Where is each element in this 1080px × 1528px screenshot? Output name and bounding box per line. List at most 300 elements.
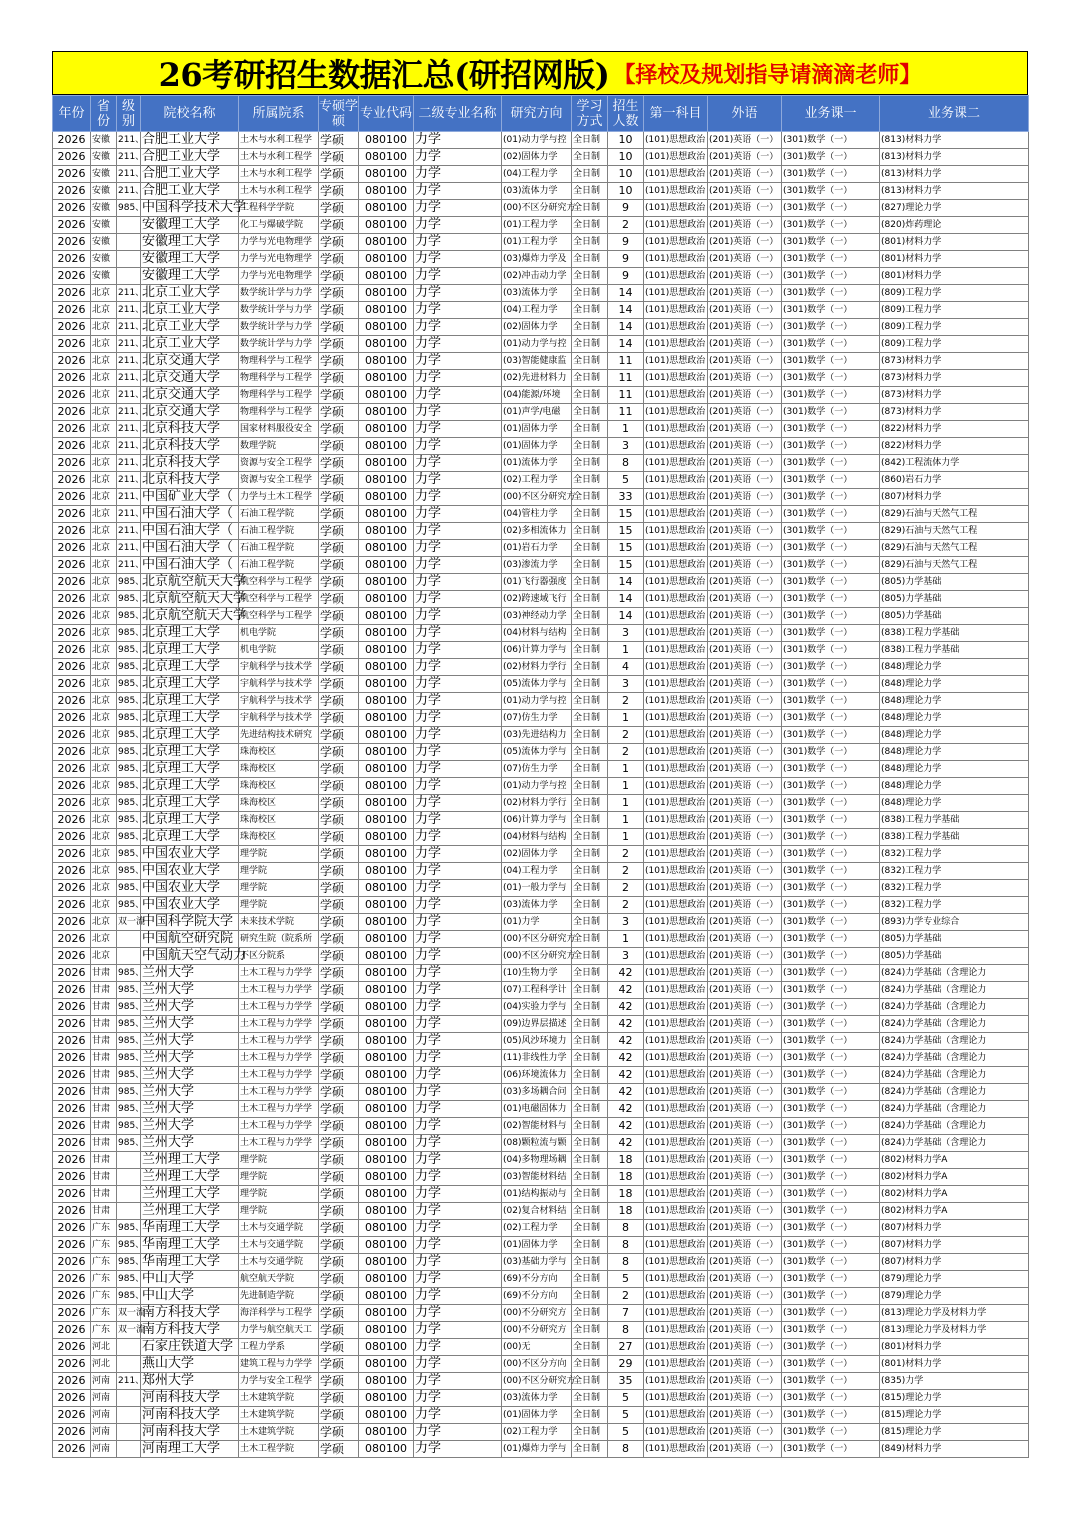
table-cell: 全日制: [572, 727, 608, 744]
table-cell: 学硕: [319, 727, 359, 744]
table-cell: 080100: [359, 1322, 414, 1339]
table-cell: (201)英语（一）: [708, 982, 782, 999]
table-cell: (842)工程流体力学: [880, 455, 1029, 472]
table-cell: (813)材料力学: [880, 166, 1029, 183]
table-cell: 全日制: [572, 574, 608, 591]
table-cell: (832)工程力学: [880, 897, 1029, 914]
table-cell: 学硕: [319, 761, 359, 778]
table-cell: (801)材料力学: [880, 1356, 1029, 1373]
table-cell: 080100: [359, 1339, 414, 1356]
table-cell: 全日制: [572, 234, 608, 251]
table-cell: 080100: [359, 132, 414, 149]
table-cell: (824)力学基础（含理论力: [880, 1050, 1029, 1067]
table-cell: (201)英语（一）: [708, 234, 782, 251]
table-cell: 中国石油大学（: [141, 557, 239, 574]
table-cell: 2026: [53, 302, 91, 319]
table-cell: 2026: [53, 812, 91, 829]
table-cell: 211、: [117, 557, 141, 574]
table-row: [53, 285, 1029, 302]
table-cell: 080100: [359, 1407, 414, 1424]
table-cell: (802)材料力学A: [880, 1203, 1029, 1220]
table-row: [53, 183, 1029, 200]
table-cell: 080100: [359, 302, 414, 319]
table-cell: 土木工程与力学学: [239, 1050, 319, 1067]
table-cell: 北京理工大学: [141, 744, 239, 761]
table-cell: 力学: [414, 251, 502, 268]
table-cell: 学硕: [319, 1254, 359, 1271]
table-cell: (00)不分研究方: [502, 1322, 572, 1339]
table-cell: (201)英语（一）: [708, 1203, 782, 1220]
table-cell: 力学: [414, 574, 502, 591]
table-row: [53, 336, 1029, 353]
table-cell: 力学: [414, 1033, 502, 1050]
table-cell: (822)材料力学: [880, 438, 1029, 455]
table-cell: 全日制: [572, 1271, 608, 1288]
table-cell: 2026: [53, 982, 91, 999]
table-cell: 学硕: [319, 1373, 359, 1390]
table-cell: (101)思想政治: [644, 880, 708, 897]
column-header: 业务课二: [880, 96, 1029, 132]
table-cell: 全日制: [572, 200, 608, 217]
table-cell: 土木工程与力学学: [239, 1135, 319, 1152]
table-cell: 全日制: [572, 1135, 608, 1152]
table-cell: 北京工业大学: [141, 319, 239, 336]
table-cell: 资源与安全工程学: [239, 472, 319, 489]
table-cell: (04)多物理场耦: [502, 1152, 572, 1169]
table-cell: 全日制: [572, 608, 608, 625]
table-cell: (301)数学（一）: [782, 778, 880, 795]
table-cell: 北京交通大学: [141, 404, 239, 421]
table-cell: (201)英语（一）: [708, 217, 782, 234]
table-cell: 学硕: [319, 1356, 359, 1373]
table-cell: [117, 1356, 141, 1373]
table-cell: 郑州大学: [141, 1373, 239, 1390]
table-cell: (879)理论力学: [880, 1271, 1029, 1288]
table-cell: 北京: [91, 727, 117, 744]
table-cell: 14: [608, 319, 644, 336]
table-cell: 兰州大学: [141, 1050, 239, 1067]
table-cell: 985、: [117, 608, 141, 625]
table-cell: 9: [608, 234, 644, 251]
table-cell: 14: [608, 302, 644, 319]
table-cell: (101)思想政治: [644, 183, 708, 200]
table-cell: [117, 1186, 141, 1203]
table-cell: 学硕: [319, 1271, 359, 1288]
table-cell: 南方科技大学: [141, 1305, 239, 1322]
table-cell: (301)数学（一）: [782, 591, 880, 608]
table-cell: (101)思想政治: [644, 1356, 708, 1373]
table-cell: 学硕: [319, 676, 359, 693]
table-cell: 北京: [91, 370, 117, 387]
table-cell: 力学: [414, 795, 502, 812]
table-cell: (101)思想政治: [644, 268, 708, 285]
table-cell: 14: [608, 591, 644, 608]
table-cell: 5: [608, 1407, 644, 1424]
table-cell: (824)力学基础（含理论力: [880, 1067, 1029, 1084]
table-cell: 985、: [117, 200, 141, 217]
table-cell: 北京航空航天大学: [142, 574, 247, 589]
table-cell: 力学: [414, 319, 502, 336]
table-row: [53, 625, 1029, 642]
table-cell: 全日制: [572, 1033, 608, 1050]
table-cell: 11: [608, 387, 644, 404]
table-row: [53, 659, 1029, 676]
table-cell: 全日制: [572, 353, 608, 370]
table-cell: 北京: [91, 778, 117, 795]
table-cell: (201)英语（一）: [708, 268, 782, 285]
table-cell: (02)固体力学: [502, 149, 572, 166]
table-cell: (301)数学（一）: [782, 438, 880, 455]
table-cell: 力学: [414, 1390, 502, 1407]
table-cell: 力学: [414, 438, 502, 455]
table-cell: (201)英语（一）: [708, 710, 782, 727]
table-cell: 985、: [117, 659, 141, 676]
table-cell: 力学: [414, 183, 502, 200]
table-cell: (829)石油与天然气工程: [880, 506, 1029, 523]
table-cell: 力学: [414, 591, 502, 608]
table-cell: 北京理工大学: [141, 761, 239, 778]
table-cell: (201)英语（一）: [708, 523, 782, 540]
table-cell: 力学: [414, 1118, 502, 1135]
table-cell: (06)计算力学与: [502, 642, 572, 659]
table-cell: 北京: [91, 404, 117, 421]
table-cell: 080100: [359, 1152, 414, 1169]
table-cell: (09)边界层描述: [502, 1016, 572, 1033]
table-cell: (301)数学（一）: [782, 676, 880, 693]
table-cell: 力学: [414, 1305, 502, 1322]
table-cell: 学硕: [319, 1169, 359, 1186]
table-cell: 学硕: [319, 591, 359, 608]
table-cell: (101)思想政治: [644, 1169, 708, 1186]
table-cell: 学硕: [319, 200, 359, 217]
table-cell: 学硕: [319, 183, 359, 200]
table-cell: 学硕: [319, 489, 359, 506]
table-row: [53, 931, 1029, 948]
table-cell: 学硕: [319, 1390, 359, 1407]
table-cell: (802)材料力学A: [880, 1169, 1029, 1186]
column-header: 业务课一: [782, 96, 880, 132]
table-cell: 学硕: [319, 1322, 359, 1339]
table-cell: 未来技术学院: [239, 914, 319, 931]
table-cell: (201)英语（一）: [708, 727, 782, 744]
column-header: 级别: [117, 96, 141, 132]
table-cell: 2026: [53, 965, 91, 982]
table-cell: 兰州大学: [141, 1016, 239, 1033]
table-cell: 力学: [414, 1135, 502, 1152]
table-cell: (101)思想政治: [644, 506, 708, 523]
table-cell: 中山大学: [141, 1271, 239, 1288]
table-cell: (201)英语（一）: [708, 1186, 782, 1203]
table-row: [53, 829, 1029, 846]
table-cell: (101)思想政治: [644, 659, 708, 676]
table-cell: 080100: [359, 1220, 414, 1237]
table-cell: (873)材料力学: [880, 353, 1029, 370]
table-cell: 1: [608, 642, 644, 659]
table-cell: 2026: [53, 489, 91, 506]
table-cell: 2026: [53, 999, 91, 1016]
table-cell: 力学: [414, 897, 502, 914]
table-cell: 广东: [91, 1254, 117, 1271]
table-cell: (101)思想政治: [644, 1271, 708, 1288]
table-cell: 中国矿业大学（: [141, 489, 239, 506]
table-cell: 数学统计学与力学: [239, 319, 319, 336]
table-cell: 力学: [414, 489, 502, 506]
table-cell: (201)英语（一）: [708, 1305, 782, 1322]
table-cell: 080100: [359, 1288, 414, 1305]
table-cell: (827)理论力学: [880, 200, 1029, 217]
table-cell: 080100: [359, 1271, 414, 1288]
table-cell: 北京理工大学: [141, 812, 239, 829]
table-cell: 学硕: [319, 404, 359, 421]
table-cell: (101)思想政治: [644, 914, 708, 931]
table-cell: 学硕: [319, 1050, 359, 1067]
table-row: [53, 1118, 1029, 1135]
table-cell: 宇航科学与技术学: [239, 693, 319, 710]
table-cell: 学硕: [319, 1424, 359, 1441]
table-cell: 力学: [414, 285, 502, 302]
table-cell: (101)思想政治: [644, 1254, 708, 1271]
table-cell: [117, 1424, 141, 1441]
table-cell: 北京: [91, 795, 117, 812]
table-cell: 学硕: [319, 795, 359, 812]
table-cell: 080100: [359, 914, 414, 931]
table-cell: 土木工程与力学学: [239, 1118, 319, 1135]
table-cell: (805)力学基础: [880, 931, 1029, 948]
table-cell: (201)英语（一）: [708, 1169, 782, 1186]
table-cell: (201)英语（一）: [708, 795, 782, 812]
table-cell: 985、: [117, 676, 141, 693]
table-cell: 北京: [91, 931, 117, 948]
table-row: [53, 302, 1029, 319]
table-cell: (01)爆炸力学与: [502, 1441, 572, 1458]
table-cell: 学硕: [319, 659, 359, 676]
table-cell: 力学: [414, 421, 502, 438]
table-cell: 北京: [91, 574, 117, 591]
table-cell: 宇航科学与技术学: [239, 659, 319, 676]
table-cell: (03)先进结构力: [502, 727, 572, 744]
table-cell: 全日制: [572, 948, 608, 965]
table-cell: 力学: [414, 625, 502, 642]
table-cell: 985、: [117, 812, 141, 829]
table-cell: 080100: [359, 1135, 414, 1152]
table-cell: 全日制: [572, 625, 608, 642]
table-cell: 河南: [91, 1424, 117, 1441]
table-cell: 985、: [117, 625, 141, 642]
table-cell: 1: [608, 812, 644, 829]
table-cell: 土木与水利工程学: [239, 166, 319, 183]
table-cell: (805)力学基础: [880, 574, 1029, 591]
table-cell: 土木工程与力学学: [239, 965, 319, 982]
table-cell: 985、: [117, 727, 141, 744]
table-cell: 985、: [117, 999, 141, 1016]
table-cell: 全日制: [572, 319, 608, 336]
table-cell: 211、: [117, 166, 141, 183]
table-cell: 安徽理工大学: [141, 234, 239, 251]
table-cell: (809)工程力学: [880, 336, 1029, 353]
table-cell: (201)英语（一）: [708, 948, 782, 965]
table-cell: (301)数学（一）: [782, 506, 880, 523]
table-cell: 力学: [414, 1288, 502, 1305]
table-cell: 力学: [414, 727, 502, 744]
table-cell: 2: [608, 217, 644, 234]
table-cell: (01)工程力学: [502, 217, 572, 234]
table-cell: 3: [608, 676, 644, 693]
table-cell: (201)英语（一）: [708, 761, 782, 778]
table-cell: 数理学院: [239, 438, 319, 455]
table-cell: 甘肃: [91, 1186, 117, 1203]
table-cell: 华南理工大学: [141, 1237, 239, 1254]
table-cell: (201)英语（一）: [708, 1390, 782, 1407]
table-cell: (301)数学（一）: [782, 829, 880, 846]
table-cell: 080100: [359, 982, 414, 999]
table-cell: 211、: [117, 455, 141, 472]
table-cell: 北京理工大学: [141, 829, 239, 846]
table-cell: 安徽理工大学: [141, 251, 239, 268]
table-cell: 学硕: [319, 608, 359, 625]
table-cell: 甘肃: [91, 1016, 117, 1033]
table-cell: 广东: [91, 1288, 117, 1305]
table-cell: 985、: [117, 778, 141, 795]
table-cell: 8: [608, 1322, 644, 1339]
table-cell: 080100: [359, 387, 414, 404]
table-cell: 合肥工业大学: [141, 166, 239, 183]
table-cell: 080100: [359, 149, 414, 166]
table-cell: 全日制: [572, 1288, 608, 1305]
table-cell: 安徽: [91, 166, 117, 183]
table-cell: (101)思想政治: [644, 982, 708, 999]
table-cell: 2026: [53, 1186, 91, 1203]
table-row: [53, 370, 1029, 387]
table-cell: 土木与交通学院: [239, 1237, 319, 1254]
table-row: [53, 1322, 1029, 1339]
table-cell: (101)思想政治: [644, 795, 708, 812]
table-cell: 全日制: [572, 455, 608, 472]
table-cell: (00)不区分方向: [502, 1356, 572, 1373]
table-cell: 985、: [117, 897, 141, 914]
table-cell: (813)材料力学: [880, 183, 1029, 200]
table-cell: (101)思想政治: [644, 1407, 708, 1424]
table-cell: 985、: [117, 761, 141, 778]
table-cell: 兰州理工大学: [141, 1186, 239, 1203]
table-cell: 985、: [117, 693, 141, 710]
table-cell: (01)飞行器强度: [502, 574, 572, 591]
table-cell: 080100: [359, 1356, 414, 1373]
table-cell: 合肥工业大学: [141, 149, 239, 166]
table-cell: 9: [608, 268, 644, 285]
table-cell: (301)数学（一）: [782, 1373, 880, 1390]
table-cell: (101)思想政治: [644, 540, 708, 557]
table-cell: (805)力学基础: [880, 948, 1029, 965]
table-cell: 2026: [53, 472, 91, 489]
table-cell: 2026: [53, 880, 91, 897]
table-cell: 2026: [53, 1169, 91, 1186]
table-cell: 1: [608, 421, 644, 438]
table-cell: 中国石油大学（: [141, 523, 239, 540]
table-cell: 全日制: [572, 1356, 608, 1373]
table-cell: 2026: [53, 608, 91, 625]
table-cell: 2026: [53, 659, 91, 676]
table-cell: 8: [608, 1220, 644, 1237]
table-cell: (301)数学（一）: [782, 523, 880, 540]
table-cell: (848)理论力学: [880, 727, 1029, 744]
table-cell: 力学与光电物理学: [239, 251, 319, 268]
table-cell: (101)思想政治: [644, 489, 708, 506]
table-cell: 42: [608, 999, 644, 1016]
table-cell: 9: [608, 251, 644, 268]
table-row: [53, 455, 1029, 472]
table-cell: 安徽: [91, 149, 117, 166]
table-cell: (201)英语（一）: [708, 693, 782, 710]
table-cell: 河南: [91, 1373, 117, 1390]
table-cell: 力学: [414, 1237, 502, 1254]
table-cell: 985、: [117, 880, 141, 897]
table-cell: 学硕: [319, 268, 359, 285]
table-cell: 力学与安全工程学: [239, 1373, 319, 1390]
table-cell: 33: [608, 489, 644, 506]
table-cell: (201)英语（一）: [708, 574, 782, 591]
table-cell: 2: [608, 863, 644, 880]
table-cell: (101)思想政治: [644, 251, 708, 268]
table-cell: 中国科学技术大学: [142, 200, 247, 215]
table-cell: (301)数学（一）: [782, 880, 880, 897]
table-cell: 航空科学与工程学: [239, 574, 319, 591]
table-cell: 080100: [359, 285, 414, 302]
table-cell: 2026: [53, 404, 91, 421]
table-cell: (03)流体力学: [502, 897, 572, 914]
table-cell: (201)英语（一）: [708, 166, 782, 183]
table-cell: 211、: [117, 540, 141, 557]
table-cell: [117, 931, 141, 948]
table-cell: 学硕: [319, 1101, 359, 1118]
table-cell: (201)英语（一）: [708, 285, 782, 302]
table-cell: 985、: [117, 965, 141, 982]
table-cell: 全日制: [572, 132, 608, 149]
table-cell: (101)思想政治: [644, 302, 708, 319]
table-cell: (04)实验力学与: [502, 999, 572, 1016]
table-cell: (822)材料力学: [880, 421, 1029, 438]
table-cell: 力学: [414, 1067, 502, 1084]
table-cell: 北京: [91, 455, 117, 472]
table-cell: (101)思想政治: [644, 710, 708, 727]
table-cell: (11)非线性力学: [502, 1050, 572, 1067]
table-cell: (301)数学（一）: [782, 370, 880, 387]
table-row: [53, 676, 1029, 693]
table-cell: 2026: [53, 897, 91, 914]
table-cell: (201)英语（一）: [708, 676, 782, 693]
table-cell: 河南: [91, 1407, 117, 1424]
table-cell: 2026: [53, 183, 91, 200]
table-cell: 合肥工业大学: [141, 132, 239, 149]
table-cell: 力学: [414, 200, 502, 217]
table-cell: 土木工程学院: [239, 1441, 319, 1458]
table-cell: (860)岩石力学: [880, 472, 1029, 489]
table-row: [53, 965, 1029, 982]
table-cell: 北京航空航天大学: [142, 608, 247, 623]
table-cell: 力学: [414, 931, 502, 948]
table-cell: (848)理论力学: [880, 659, 1029, 676]
table-cell: 力学: [414, 166, 502, 183]
table-cell: 北京: [91, 557, 117, 574]
table-cell: 2026: [53, 251, 91, 268]
table-cell: (201)英语（一）: [708, 1424, 782, 1441]
table-cell: 2026: [53, 846, 91, 863]
table-cell: 甘肃: [91, 1203, 117, 1220]
column-header: 招生人数: [608, 96, 644, 132]
table-cell: 080100: [359, 1254, 414, 1271]
table-cell: 力学与光电物理学: [239, 268, 319, 285]
table-cell: (101)思想政治: [644, 1101, 708, 1118]
table-cell: 河北: [91, 1356, 117, 1373]
